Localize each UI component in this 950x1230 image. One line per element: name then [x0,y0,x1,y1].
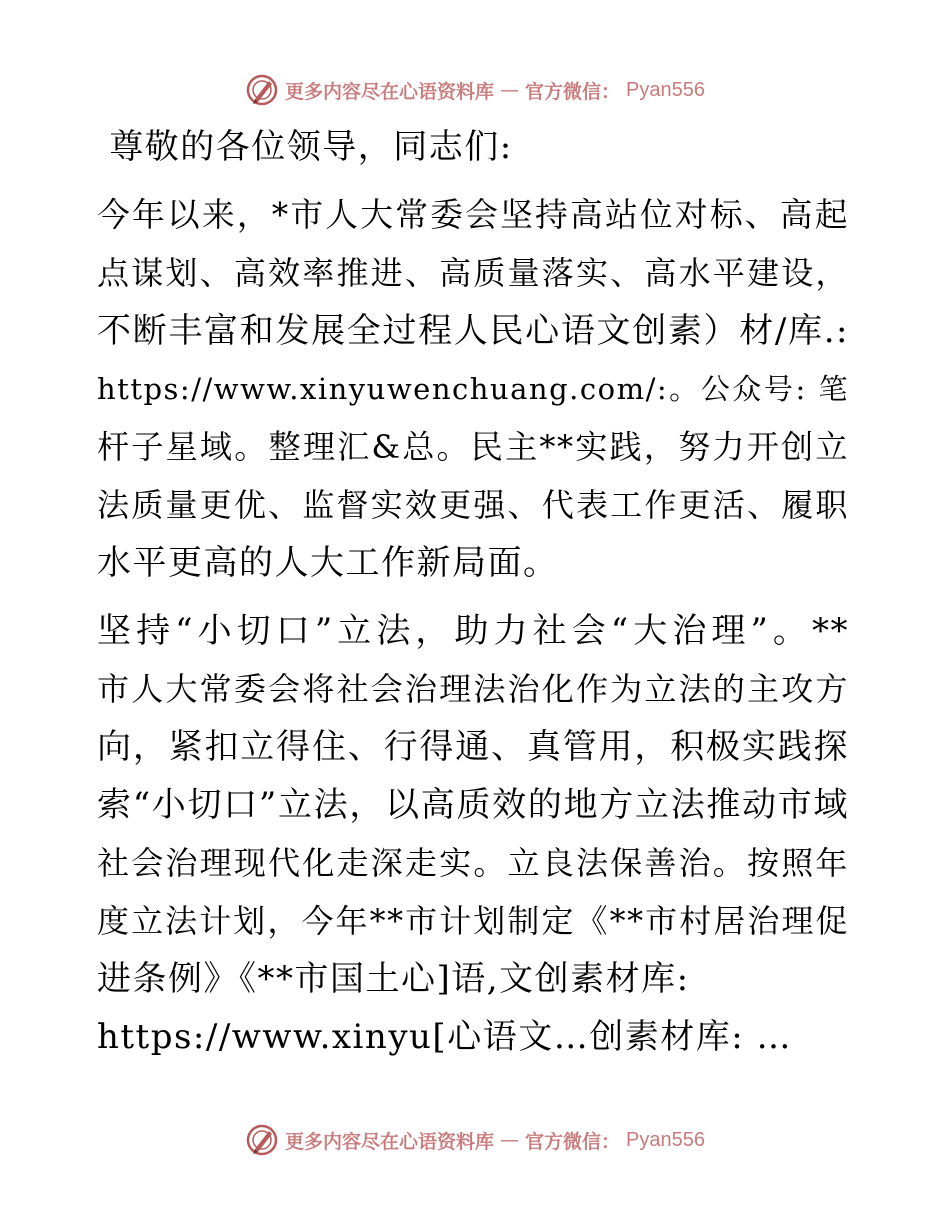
watermark-wechat-label: 官方微信： [525,1130,621,1153]
paragraph-line: 向，紧扣立得住、行得通、真管用，积极实践探 [97,727,849,767]
paragraph-line: 水平更高的人大工作新局面。 [97,543,559,583]
paragraph-line: 市人大常委会将社会治理法治化作为立法的主攻方 [97,670,849,708]
watermark-wechat-id: Pyan556 [626,78,705,101]
paragraph-line: 社会治理现代化走深走实。立良法保善治。按照年 [97,844,849,882]
paragraph-2 [97,602,849,1066]
paragraph-line: 度立法计划，今年**市计划制定《**市村居治理促 [97,902,849,940]
greeting-line [97,118,849,176]
pen-logo-icon [245,73,279,107]
watermark-header [0,70,950,110]
watermark-text: 更多内容尽在心语资料库 [285,80,495,103]
paragraph-line: 法质量更优、监督实效更强、代表工作更活、履职 [97,486,849,524]
paragraph-line: 进条例》《**市国土心]语,文创素材库: [97,959,690,999]
paragraph-line: 索“小切口”立法，以高质效的地方立法推动市域 [97,785,849,825]
watermark-wechat-id: Pyan556 [626,1128,705,1151]
watermark-wechat-label: 官方微信： [525,80,621,103]
greeting-text: 尊敬的各位领导，同志们: [109,127,513,167]
paragraph-line: 今年以来，*市人大常委会坚持高站位对标、高起 [97,196,849,234]
watermark-separator: — [500,1129,520,1151]
paragraph-line: 不断丰富和发展全过程人民心语文创素）材/库.: [97,311,849,351]
paragraph-line: 点谋划、高效率推进、高质量落实、高水平建设， [97,254,849,292]
watermark-separator: — [500,79,520,101]
paragraph-line: https://www.xinyu[心语文…创素材库: … [97,1017,792,1057]
greeting [97,118,849,176]
paragraph-line: 杆子星域。整理汇&总。民主**实践，努力开创立 [97,428,849,466]
paragraph-line: https://www.xinyuwenchuang.com/:。公众号: 笔 [97,372,849,406]
document-body [97,118,849,1076]
paragraph-1 [97,186,849,592]
watermark-text: 更多内容尽在心语资料库 [285,1130,495,1153]
watermark-footer [0,1120,950,1160]
paragraph-line: 坚持“小切口”立法，助力社会“大治理”。** [97,611,849,651]
pen-logo-icon [245,1123,279,1157]
